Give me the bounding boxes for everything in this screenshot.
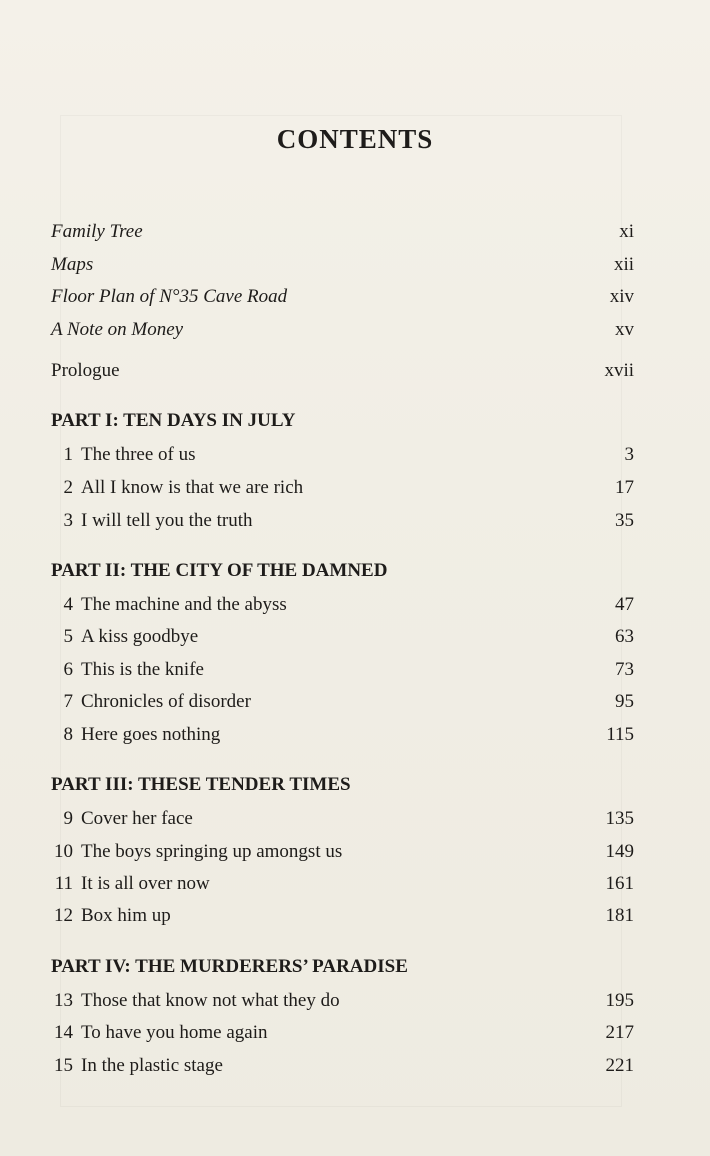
toc-entry-floor-plan	[51, 283, 634, 311]
toc-chapter	[51, 805, 634, 833]
chapter-page: 181	[605, 905, 634, 926]
toc-chapter	[51, 623, 634, 651]
chapter-title: The machine and the abyss	[81, 594, 287, 615]
chapter-page: 95	[615, 691, 634, 712]
chapter-title: Cover her face	[81, 808, 193, 829]
toc-entry-maps	[51, 251, 634, 279]
entry-label: Floor Plan of N°35 Cave Road	[51, 286, 288, 307]
entry-page: xii	[613, 254, 634, 275]
toc-chapter	[51, 721, 634, 749]
chapter-number: 13	[54, 990, 73, 1011]
chapter-number: 14	[54, 1022, 73, 1043]
page-title: CONTENTS	[276, 124, 434, 154]
chapter-number: 9	[63, 808, 73, 829]
entry-label: Prologue	[51, 360, 120, 381]
chapter-page: 73	[615, 659, 634, 680]
chapter-number: 11	[54, 873, 73, 894]
toc-chapter	[51, 474, 634, 502]
chapter-title: This is the knife	[81, 659, 204, 680]
chapter-title: Box him up	[81, 905, 171, 926]
entry-label: A Note on Money	[51, 319, 184, 340]
part-heading: PART IV: THE MURDERERS’ PARADISE	[51, 956, 408, 977]
entry-label: Maps	[51, 254, 94, 275]
entry-page: xi	[619, 221, 634, 242]
chapter-number: 3	[63, 510, 73, 531]
chapter-page: 149	[605, 841, 634, 862]
chapter-title: Chronicles of disorder	[81, 691, 251, 712]
chapter-page: 135	[605, 808, 634, 829]
entry-label: Family Tree	[51, 221, 143, 242]
chapter-page: 35	[615, 510, 634, 531]
toc-chapter	[51, 838, 634, 866]
chapter-title: A kiss goodbye	[81, 626, 199, 647]
chapter-title: The three of us	[81, 444, 196, 465]
chapter-page: 115	[606, 724, 634, 745]
toc-chapter	[51, 902, 634, 930]
chapter-title: It is all over now	[81, 873, 210, 894]
entry-page: xv	[615, 319, 634, 340]
chapter-page: 217	[605, 1022, 634, 1043]
chapter-number: 12	[54, 905, 73, 926]
chapter-page: 221	[605, 1055, 634, 1076]
toc-entry-family-tree	[51, 218, 634, 246]
chapter-title: The boys springing up amongst us	[81, 841, 343, 862]
toc-chapter	[51, 441, 634, 469]
chapter-page: 195	[605, 990, 634, 1011]
chapter-number: 7	[63, 691, 73, 712]
part-heading: PART II: THE CITY OF THE DAMNED	[51, 560, 388, 581]
chapter-title: Those that know not what they do	[81, 990, 340, 1011]
chapter-page: 47	[615, 594, 634, 615]
chapter-title: Here goes nothing	[81, 724, 221, 745]
part-heading: PART I: TEN DAYS IN JULY	[51, 410, 296, 431]
toc-chapter	[51, 870, 634, 898]
chapter-title: I will tell you the truth	[81, 510, 253, 531]
chapter-title: To have you home again	[81, 1022, 268, 1043]
toc-chapter	[51, 1019, 634, 1047]
chapter-page: 3	[624, 444, 634, 465]
toc-chapter	[51, 987, 634, 1015]
chapter-page: 161	[605, 873, 634, 894]
part-heading: PART III: THESE TENDER TIMES	[51, 774, 351, 795]
toc-chapter	[51, 688, 634, 716]
chapter-number: 4	[63, 594, 73, 615]
chapter-number: 15	[54, 1055, 73, 1076]
toc-entry-note-on-money	[51, 316, 634, 344]
toc-chapter	[51, 1052, 634, 1080]
chapter-number: 1	[63, 444, 73, 465]
chapter-number: 10	[54, 841, 73, 862]
chapter-number: 6	[63, 659, 73, 680]
entry-page: xiv	[609, 286, 634, 307]
toc-entry-prologue	[51, 357, 634, 385]
chapter-page: 17	[615, 477, 634, 498]
toc-chapter	[51, 591, 634, 619]
chapter-title: In the plastic stage	[81, 1055, 223, 1076]
toc-chapter	[51, 656, 634, 684]
toc-chapter	[51, 507, 634, 535]
chapter-number: 2	[63, 477, 73, 498]
chapter-number: 8	[63, 724, 73, 745]
chapter-number: 5	[63, 626, 73, 647]
chapter-title: All I know is that we are rich	[81, 477, 304, 498]
entry-page: xvii	[604, 360, 634, 381]
chapter-page: 63	[615, 626, 634, 647]
